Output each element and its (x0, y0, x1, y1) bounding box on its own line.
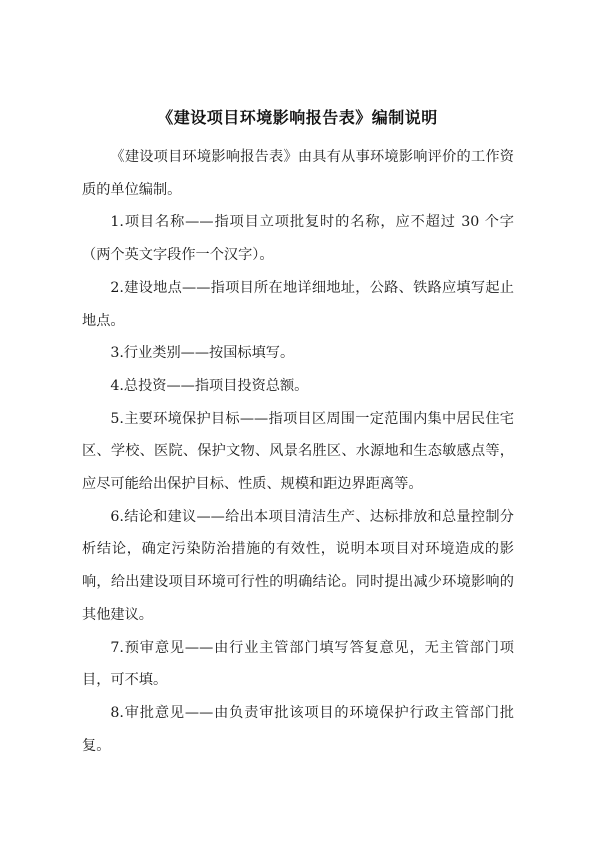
document-body (82, 141, 514, 762)
item-construction-site: 2.建设地点——指项目所在地详细地址，公路、铁路应填写起止地点。 (82, 279, 514, 329)
document-title: 《建设项目环境影响报告表》编制说明 (157, 108, 438, 127)
item-protection-targets: 5.主要环境保护目标——指项目区周围一定范围内集中居民住宅区、学校、医院、保护文物、风景名胜区、水源地和生态敏感点等，应尽可能给出保护目标、性质、规模和距边界距离等。 (82, 410, 514, 493)
item-preliminary-review: 7.预审意见——由行业主管部门填写答复意见，无主管部门项目，可不填。 (82, 639, 514, 689)
item-industry-category: 3.行业类别——按国标填写。 (110, 345, 295, 362)
item-approval-opinion: 8.审批意见——由负责审批该项目的环境保护行政主管部门批复。 (82, 704, 514, 754)
item-project-name: 1.项目名称——指项目立项批复时的名称，应不超过 30 个字（两个英文字段作一个汉字）。 (82, 214, 514, 264)
item-conclusions: 6.结论和建议——给出本项目清洁生产、达标排放和总量控制分析结论，确定污染防治措施的有效性，说明本项目对环境造成的影响，给出建设项目环境可行性的明确结论。同时提出减少环境影响的其他建议。 (82, 508, 514, 623)
intro-paragraph: 《建设项目环境影响报告表》由具有从事环境影响评价的工作资质的单位编制。 (82, 149, 514, 198)
item-total-investment: 4.总投资——指项目投资总额。 (110, 377, 309, 394)
